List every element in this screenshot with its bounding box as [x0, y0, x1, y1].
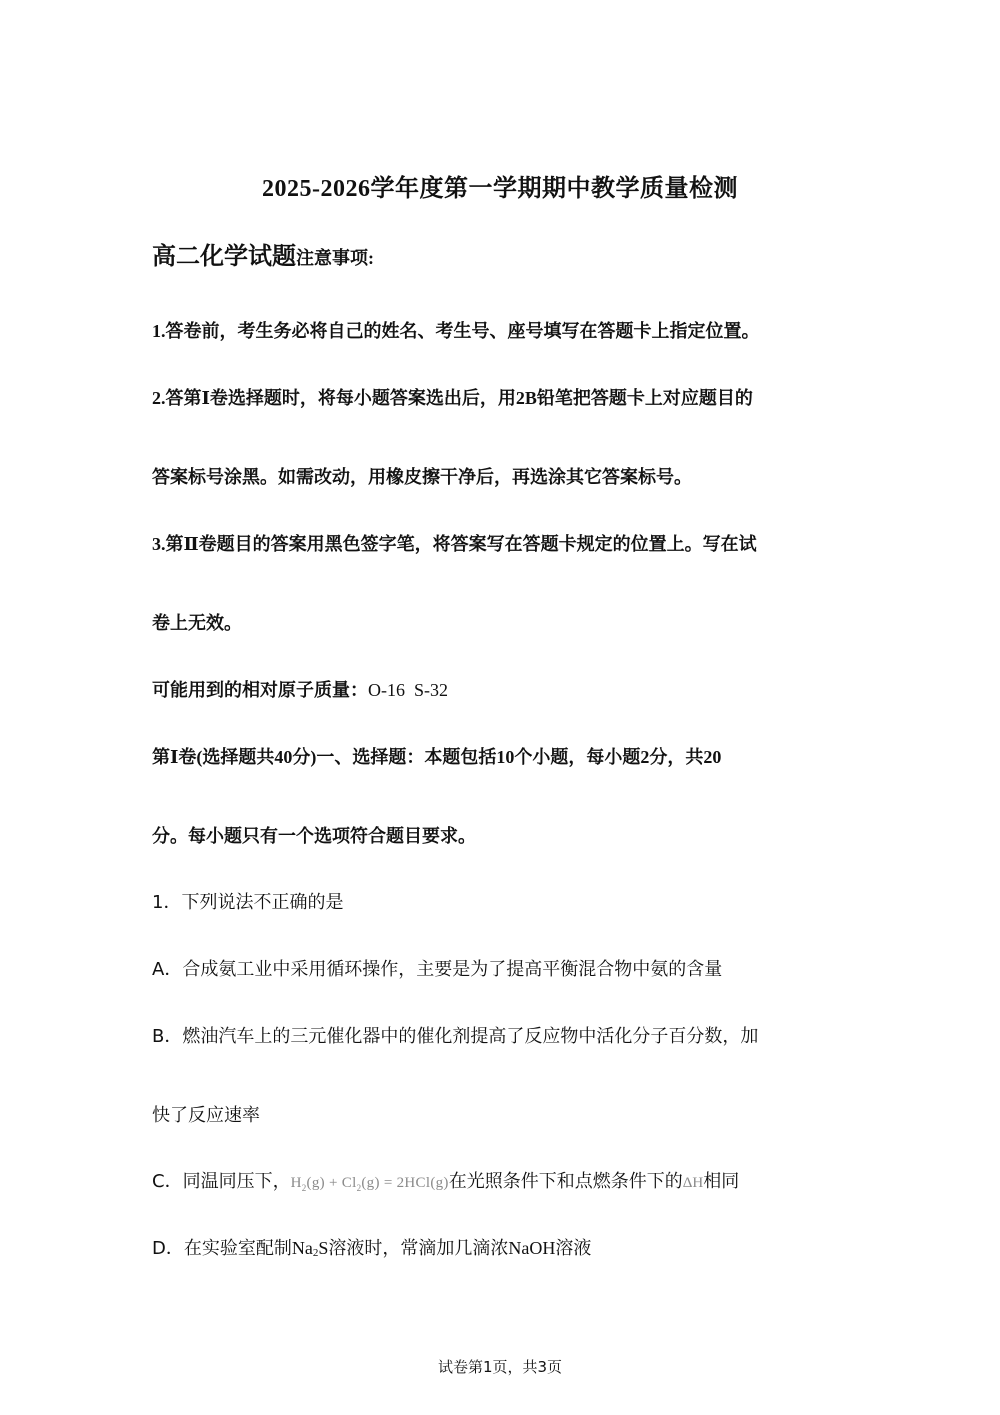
option-c-suffix: 相同	[703, 1171, 740, 1192]
section-1-line-2: 分。每小题只有一个选项符合题目要求。	[152, 826, 476, 846]
notes-heading: 注意事项:	[296, 248, 374, 268]
option-d-prefix: D．在实验室配制	[152, 1238, 292, 1259]
formula-h-subscript: 2	[301, 1183, 307, 1193]
question-1-option-b-line-2: 快了反应速率	[152, 1105, 260, 1126]
instruction-1: 1.答卷前，考生务必将自己的姓名、考生号、座号填写在答题卡上指定位置。	[152, 321, 760, 341]
exam-title: 2025-2026学年度第一学期期中教学质量检测	[262, 176, 738, 202]
question-1-stem: 1．下列说法不正确的是	[152, 892, 344, 913]
atomic-mass-line	[152, 676, 852, 702]
instruction-3-line-1: 3.第Ⅱ卷题目的答案用黑色签字笔，将答案写在答题卡规定的位置上。写在试	[152, 534, 757, 554]
reaction-equation	[291, 1175, 449, 1191]
option-d-na-subscript: 2	[312, 1247, 319, 1259]
question-1-option-d	[152, 1234, 852, 1260]
question-1-option-b-line-1: B．燃油汽车上的三元催化器中的催化剂提高了反应物中活化分子百分数，加	[152, 1026, 759, 1047]
atomic-mass-values: O-16 S-32	[368, 680, 448, 700]
option-c-middle: 在光照条件下和点燃条件下的	[448, 1171, 683, 1192]
option-d-na: Na	[291, 1238, 313, 1258]
page-footer: 试卷第1页，共3页	[437, 1358, 563, 1376]
option-d-naoh: NaOH	[508, 1238, 556, 1258]
delta-h-symbol: ΔH	[682, 1175, 704, 1191]
subject-title: 高二化学试题	[152, 244, 296, 270]
option-d-middle: 溶液时，常滴加几滴浓	[328, 1238, 509, 1259]
option-d-s: S	[318, 1238, 329, 1258]
instruction-2-line-1: 2.答第Ⅰ卷选择题时，将每小题答案选出后，用2B铅笔把答题卡上对应题目的	[152, 388, 753, 408]
formula-tail: (g) = 2HCl(g)	[361, 1175, 449, 1191]
subtitle-row	[152, 236, 374, 271]
atomic-mass-label: 可能用到的相对原子质量：	[152, 680, 368, 700]
instruction-3-line-2: 卷上无效。	[152, 613, 242, 633]
formula-cl-subscript: 2	[356, 1183, 362, 1193]
instruction-2-line-2: 答案标号涂黑。如需改动，用橡皮擦干净后，再选涂其它答案标号。	[152, 467, 692, 487]
question-1-option-a: A．合成氨工业中采用循环操作，主要是为了提高平衡混合物中氨的含量	[152, 959, 723, 980]
option-c-prefix: C．同温同压下，	[152, 1171, 291, 1192]
section-1-line-1: 第Ⅰ卷(选择题共40分)一、选择题：本题包括10个小题，每小题2分，共20	[152, 747, 722, 767]
formula-mid: (g) + Cl	[306, 1175, 357, 1191]
formula-h: H	[290, 1175, 302, 1191]
question-1-option-c	[152, 1167, 852, 1193]
option-d-suffix: 溶液	[555, 1238, 592, 1259]
